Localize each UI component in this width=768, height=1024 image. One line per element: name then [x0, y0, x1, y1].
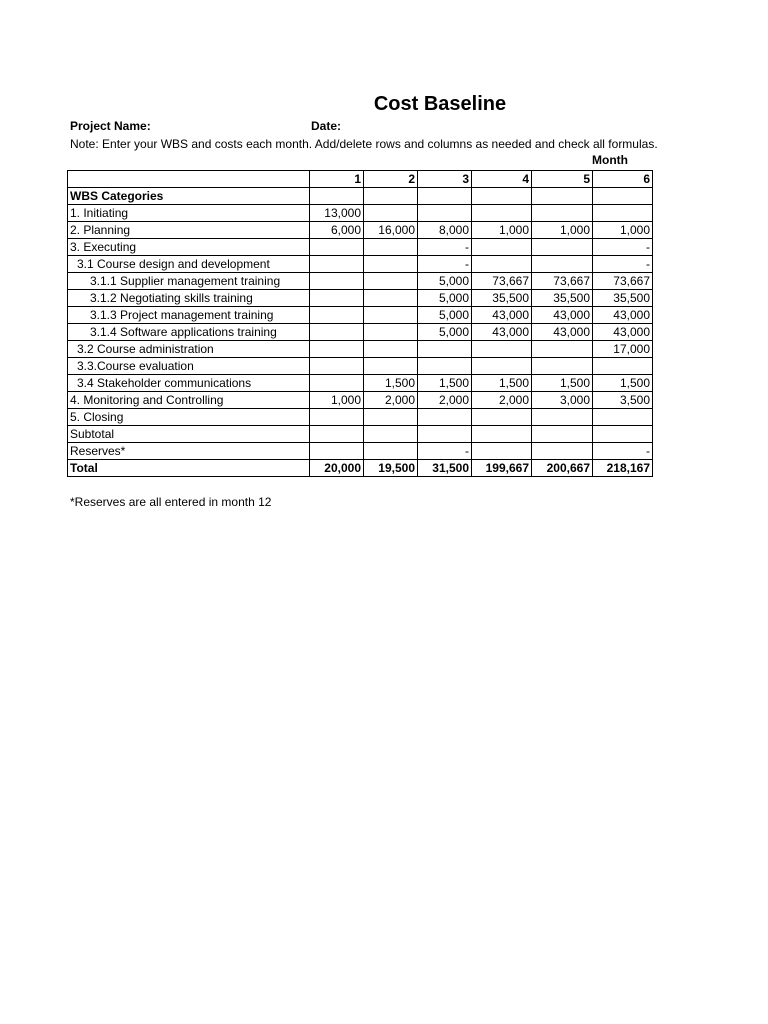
cost-cell[interactable]: [593, 358, 653, 375]
cost-cell[interactable]: [593, 205, 653, 222]
cost-cell[interactable]: -: [418, 443, 472, 460]
cost-cell[interactable]: 43,000: [593, 324, 653, 341]
cost-cell[interactable]: [532, 443, 593, 460]
wbs-label-cell[interactable]: 3. Executing: [68, 239, 310, 256]
month-header-cell[interactable]: 6: [593, 171, 653, 188]
cost-cell[interactable]: 5,000: [418, 290, 472, 307]
table-row: [68, 205, 653, 222]
cost-cell[interactable]: [418, 409, 472, 426]
table-row: [68, 324, 653, 341]
wbs-label-cell[interactable]: 3.1.1 Supplier management training: [68, 273, 310, 290]
cost-cell[interactable]: 73,667: [472, 273, 532, 290]
cost-baseline-table: [67, 170, 653, 477]
month-header-cell[interactable]: 3: [418, 171, 472, 188]
cost-cell[interactable]: [364, 307, 418, 324]
cost-cell[interactable]: 73,667: [593, 273, 653, 290]
cost-cell[interactable]: -: [593, 239, 653, 256]
table-row: [68, 290, 653, 307]
wbs-label-cell[interactable]: 3.1.2 Negotiating skills training: [68, 290, 310, 307]
wbs-label-cell[interactable]: 5. Closing: [68, 409, 310, 426]
cost-cell[interactable]: [418, 341, 472, 358]
note-text: Note: Enter your WBS and costs each month. Add/delete rows and columns as needed and check all formulas.: [70, 137, 658, 151]
table-row: [68, 273, 653, 290]
wbs-label-cell[interactable]: 3.2 Course administration: [68, 341, 310, 358]
table-row: [68, 375, 653, 392]
cost-cell[interactable]: [364, 324, 418, 341]
cost-cell[interactable]: 218,167: [593, 460, 653, 477]
table-row: [68, 358, 653, 375]
cost-cell[interactable]: [532, 358, 593, 375]
table-row: [68, 460, 653, 477]
cost-cell[interactable]: [472, 256, 532, 273]
wbs-label-cell[interactable]: Total: [68, 460, 310, 477]
cost-cell[interactable]: 5,000: [418, 324, 472, 341]
month-header-cell[interactable]: 2: [364, 171, 418, 188]
table-row: [68, 222, 653, 239]
cost-cell[interactable]: [310, 188, 364, 205]
cost-cell[interactable]: [310, 426, 364, 443]
cost-cell[interactable]: -: [418, 239, 472, 256]
cost-cell[interactable]: 200,667: [532, 460, 593, 477]
cost-cell[interactable]: [593, 409, 653, 426]
cost-cell[interactable]: 1,500: [532, 375, 593, 392]
cost-cell[interactable]: 1,500: [593, 375, 653, 392]
cost-cell[interactable]: 35,500: [532, 290, 593, 307]
cost-cell[interactable]: 16,000: [364, 222, 418, 239]
cost-cell[interactable]: [472, 341, 532, 358]
wbs-label-cell[interactable]: Reserves*: [68, 443, 310, 460]
cost-cell[interactable]: [532, 205, 593, 222]
cost-cell[interactable]: 35,500: [472, 290, 532, 307]
cost-cell[interactable]: 1,000: [472, 222, 532, 239]
cost-cell[interactable]: 1,000: [593, 222, 653, 239]
wbs-label-cell[interactable]: 3.1.4 Software applications training: [68, 324, 310, 341]
cost-cell[interactable]: [310, 443, 364, 460]
cost-cell[interactable]: [364, 426, 418, 443]
wbs-label-cell[interactable]: 1. Initiating: [68, 205, 310, 222]
cost-cell[interactable]: 13,000: [310, 205, 364, 222]
cost-cell[interactable]: 3,500: [593, 392, 653, 409]
wbs-label-cell[interactable]: 4. Monitoring and Controlling: [68, 392, 310, 409]
cost-cell[interactable]: 35,500: [593, 290, 653, 307]
cost-cell[interactable]: [364, 358, 418, 375]
cost-cell[interactable]: 43,000: [532, 324, 593, 341]
cost-cell[interactable]: 1,500: [472, 375, 532, 392]
wbs-label-cell[interactable]: 2. Planning: [68, 222, 310, 239]
cost-cell[interactable]: [593, 426, 653, 443]
table-row: [68, 256, 653, 273]
table-row: [68, 443, 653, 460]
cost-cell[interactable]: -: [418, 256, 472, 273]
wbs-label-cell[interactable]: Subtotal: [68, 426, 310, 443]
cost-cell[interactable]: [532, 341, 593, 358]
cost-cell[interactable]: [310, 290, 364, 307]
cost-cell[interactable]: [532, 426, 593, 443]
cost-cell[interactable]: [364, 409, 418, 426]
cost-cell[interactable]: 43,000: [472, 307, 532, 324]
table-row: [68, 341, 653, 358]
cost-cell[interactable]: [364, 341, 418, 358]
cost-cell[interactable]: -: [593, 443, 653, 460]
cost-cell[interactable]: [418, 205, 472, 222]
wbs-label-cell[interactable]: 3.3.Course evaluation: [68, 358, 310, 375]
cost-cell[interactable]: [364, 273, 418, 290]
cost-cell[interactable]: [532, 409, 593, 426]
footnote: *Reserves are all entered in month 12: [70, 495, 272, 509]
cost-cell[interactable]: [364, 290, 418, 307]
cost-cell[interactable]: [310, 307, 364, 324]
table-row: [68, 392, 653, 409]
cost-cell[interactable]: [472, 358, 532, 375]
cost-cell[interactable]: 20,000: [310, 460, 364, 477]
cost-cell[interactable]: 31,500: [418, 460, 472, 477]
cost-cell[interactable]: 5,000: [418, 273, 472, 290]
table-row: [68, 188, 653, 205]
cost-cell[interactable]: [364, 443, 418, 460]
cost-cell[interactable]: [593, 188, 653, 205]
cost-cell[interactable]: [310, 324, 364, 341]
month-header-row: [68, 171, 653, 188]
cost-cell[interactable]: [310, 273, 364, 290]
date-label: Date:: [311, 119, 342, 133]
cost-cell[interactable]: 17,000: [593, 341, 653, 358]
cost-cell[interactable]: 19,500: [364, 460, 418, 477]
cost-cell[interactable]: 1,500: [418, 375, 472, 392]
month-header-cell[interactable]: 1: [310, 171, 364, 188]
cost-cell[interactable]: [364, 188, 418, 205]
cost-cell[interactable]: 2,000: [418, 392, 472, 409]
cost-cell[interactable]: 1,000: [532, 222, 593, 239]
cost-cell[interactable]: 2,000: [472, 392, 532, 409]
month-label: Month: [592, 153, 628, 167]
cost-cell[interactable]: [418, 358, 472, 375]
cost-cell[interactable]: 6,000: [310, 222, 364, 239]
cost-cell[interactable]: 199,667: [472, 460, 532, 477]
cost-cell[interactable]: [418, 426, 472, 443]
wbs-label-cell[interactable]: WBS Categories: [68, 188, 310, 205]
cost-cell[interactable]: [532, 239, 593, 256]
cost-cell[interactable]: [310, 409, 364, 426]
cost-cell[interactable]: [310, 341, 364, 358]
header-blank-cell[interactable]: [68, 171, 310, 188]
cost-cell[interactable]: 2,000: [364, 392, 418, 409]
table-row: [68, 426, 653, 443]
wbs-label-cell[interactable]: 3.1 Course design and development: [68, 256, 310, 273]
page-title: Cost Baseline: [373, 93, 507, 115]
wbs-label-cell[interactable]: 3.4 Stakeholder communications: [68, 375, 310, 392]
cost-cell[interactable]: [310, 358, 364, 375]
cost-cell[interactable]: [532, 256, 593, 273]
project-name-label: Project Name:: [70, 119, 151, 133]
cost-cell[interactable]: 43,000: [593, 307, 653, 324]
cost-cell[interactable]: [532, 188, 593, 205]
table-row: [68, 307, 653, 324]
month-header-cell[interactable]: 4: [472, 171, 532, 188]
cost-cell[interactable]: 8,000: [418, 222, 472, 239]
cost-cell[interactable]: [472, 409, 532, 426]
cost-cell[interactable]: [364, 256, 418, 273]
cost-cell[interactable]: [472, 188, 532, 205]
cost-cell[interactable]: [310, 239, 364, 256]
cost-cell[interactable]: 1,000: [310, 392, 364, 409]
cost-cell[interactable]: -: [593, 256, 653, 273]
cost-cell[interactable]: [310, 256, 364, 273]
month-header-cell[interactable]: 5: [532, 171, 593, 188]
table-row: [68, 239, 653, 256]
cost-cell[interactable]: 73,667: [532, 273, 593, 290]
table-row: [68, 409, 653, 426]
cost-cell[interactable]: [472, 205, 532, 222]
cost-cell[interactable]: [364, 239, 418, 256]
cost-cell[interactable]: [418, 188, 472, 205]
cost-cell[interactable]: [472, 443, 532, 460]
cost-cell[interactable]: 3,000: [532, 392, 593, 409]
cost-cell[interactable]: 43,000: [532, 307, 593, 324]
cost-cell[interactable]: [310, 375, 364, 392]
cost-cell[interactable]: [472, 426, 532, 443]
cost-cell[interactable]: 1,500: [364, 375, 418, 392]
cost-cell[interactable]: 5,000: [418, 307, 472, 324]
cost-cell[interactable]: [472, 239, 532, 256]
cost-cell[interactable]: 43,000: [472, 324, 532, 341]
wbs-label-cell[interactable]: 3.1.3 Project management training: [68, 307, 310, 324]
cost-cell[interactable]: [364, 205, 418, 222]
